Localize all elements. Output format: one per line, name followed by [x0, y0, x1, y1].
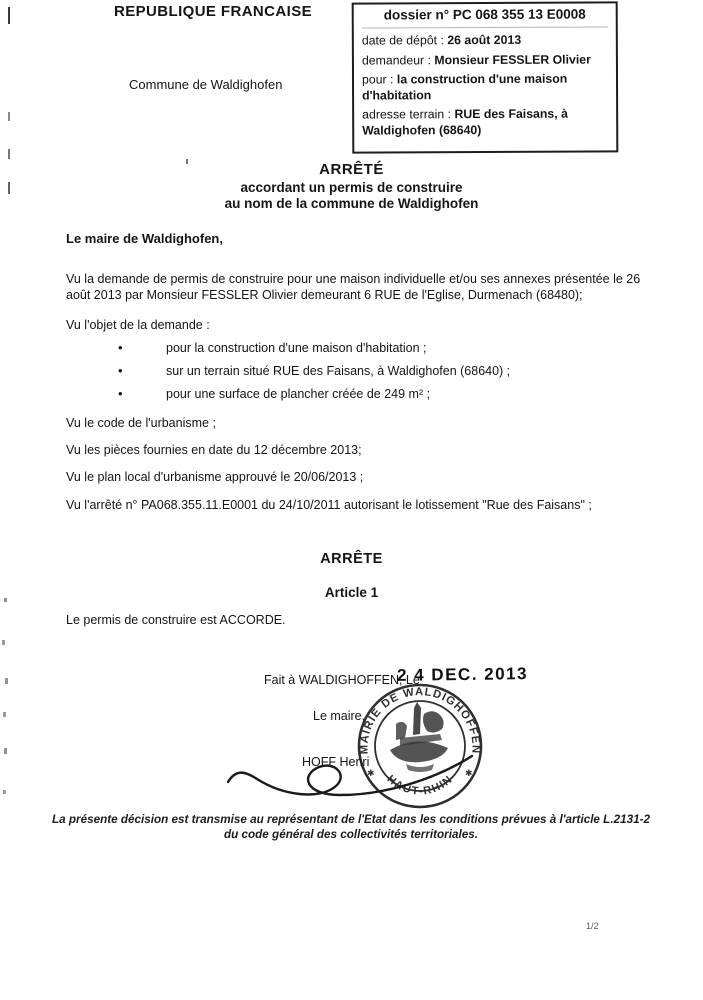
demande-bullet-list: [66, 341, 644, 410]
bullet-text: sur un terrain situé RUE des Faisans, à Waldighofen (68640) ;: [166, 364, 511, 378]
bullet-icon: •: [118, 363, 123, 378]
scan-artifact: [8, 149, 10, 159]
scan-artifact: [4, 598, 7, 602]
dossier-pour-value: la construction d'une maison d'habitation: [362, 71, 568, 103]
scan-artifact: [8, 182, 10, 194]
document-title-block: [0, 161, 703, 211]
document-title: ARRÊTÉ: [319, 161, 384, 178]
bullet-text: pour une surface de plancher créée de 249 m² ;: [166, 387, 431, 401]
stamp-star-right: ✱: [465, 768, 473, 778]
dossier-demandeur-label: demandeur :: [361, 52, 431, 68]
dossier-demandeur-value: Monsieur FESSLER Olivier: [434, 52, 591, 67]
stamp-bottom-text: HAUT-RHIN: [384, 773, 456, 798]
bullet-icon: •: [118, 386, 123, 401]
commune-name: Commune de Waldighofen: [129, 77, 283, 92]
transmission-note: La présente décision est transmise au représentant de l'Etat dans les conditions prévues à l'article L.2131-2 du code général des collectivités territoriales.: [52, 813, 650, 841]
dossier-row-date: [362, 32, 608, 49]
bullet-icon: •: [118, 340, 123, 355]
dossier-row-demandeur: [362, 52, 608, 69]
dossier-number: dossier n° PC 068 355 13 E0008: [362, 6, 608, 28]
recital-objet: Vu l'objet de la demande :: [66, 318, 210, 332]
scan-artifact: [3, 712, 6, 717]
article-1-text: Le permis de construire est ACCORDE.: [66, 613, 286, 627]
scan-artifact: [3, 790, 6, 794]
scan-artifact: [4, 748, 7, 754]
decision-heading: ARRÊTE: [320, 551, 383, 567]
scan-artifact: [186, 159, 188, 164]
dossier-pour-label: pour :: [361, 72, 394, 87]
bullet-text: pour la construction d'une maison d'habitation ;: [166, 341, 427, 355]
dossier-adresse-label: adresse terrain :: [362, 107, 452, 122]
scan-artifact: [8, 7, 10, 24]
document-subtitle-2: au nom de la commune de Waldighofen: [224, 196, 479, 211]
article-1-heading: Article 1: [324, 585, 379, 600]
document-subtitle-1: accordant un permis de construire: [240, 180, 463, 195]
dossier-date-value: 26 août 2013: [447, 32, 522, 48]
salutation: Le maire de Waldighofen,: [66, 231, 223, 246]
page-number: 1/2: [586, 921, 599, 931]
signer-name: HOFF Henri: [302, 755, 370, 769]
dossier-row-adresse: [362, 106, 608, 138]
republic-title: REPUBLIQUE FRANCAISE: [114, 3, 313, 20]
stamp-star-left: ✱: [367, 768, 375, 778]
scan-artifact: [8, 112, 10, 121]
handwritten-signature: [222, 742, 484, 802]
recital-plu: Vu le plan local d'urbanisme approuvé le 20/06/2013 ;: [66, 470, 364, 484]
dossier-date-label: date de dépôt :: [361, 33, 444, 48]
bullet-item: [66, 387, 644, 401]
recital-demande: Vu la demande de permis de construire pour une maison individuelle et/ou ses annexes présentée le 26 août 2013 par Monsieur FESSLER Olivier demeurant 6 RUE de l'Eglise, Durmenach (68480);: [66, 272, 641, 302]
dossier-row-pour: [362, 71, 608, 103]
bullet-item: [66, 341, 644, 355]
scan-artifact: [5, 678, 8, 684]
place-and-date-line: Fait à WALDIGHOFFEN, Le: [264, 673, 420, 687]
recital-pieces: Vu les pièces fournies en date du 12 décembre 2013;: [66, 443, 362, 457]
signer-role: Le maire,: [313, 709, 366, 723]
recital-lotissement: Vu l'arrêté n° PA068.355.11.E0001 du 24/10/2011 autorisant le lotissement "Rue des Faisans" ;: [66, 498, 592, 512]
stamp-top-text: MAIRIE DE WALDIGHOFFEN: [358, 686, 482, 755]
dossier-info-box: [352, 1, 619, 153]
date-stamp: 2 4 DEC. 2013: [396, 664, 529, 685]
scan-artifact: [2, 640, 5, 645]
bullet-item: [66, 364, 644, 378]
recital-code-urbanisme: Vu le code de l'urbanisme ;: [66, 416, 216, 430]
dossier-adresse-value: RUE des Faisans, à Waldighofen (68640): [362, 106, 568, 138]
